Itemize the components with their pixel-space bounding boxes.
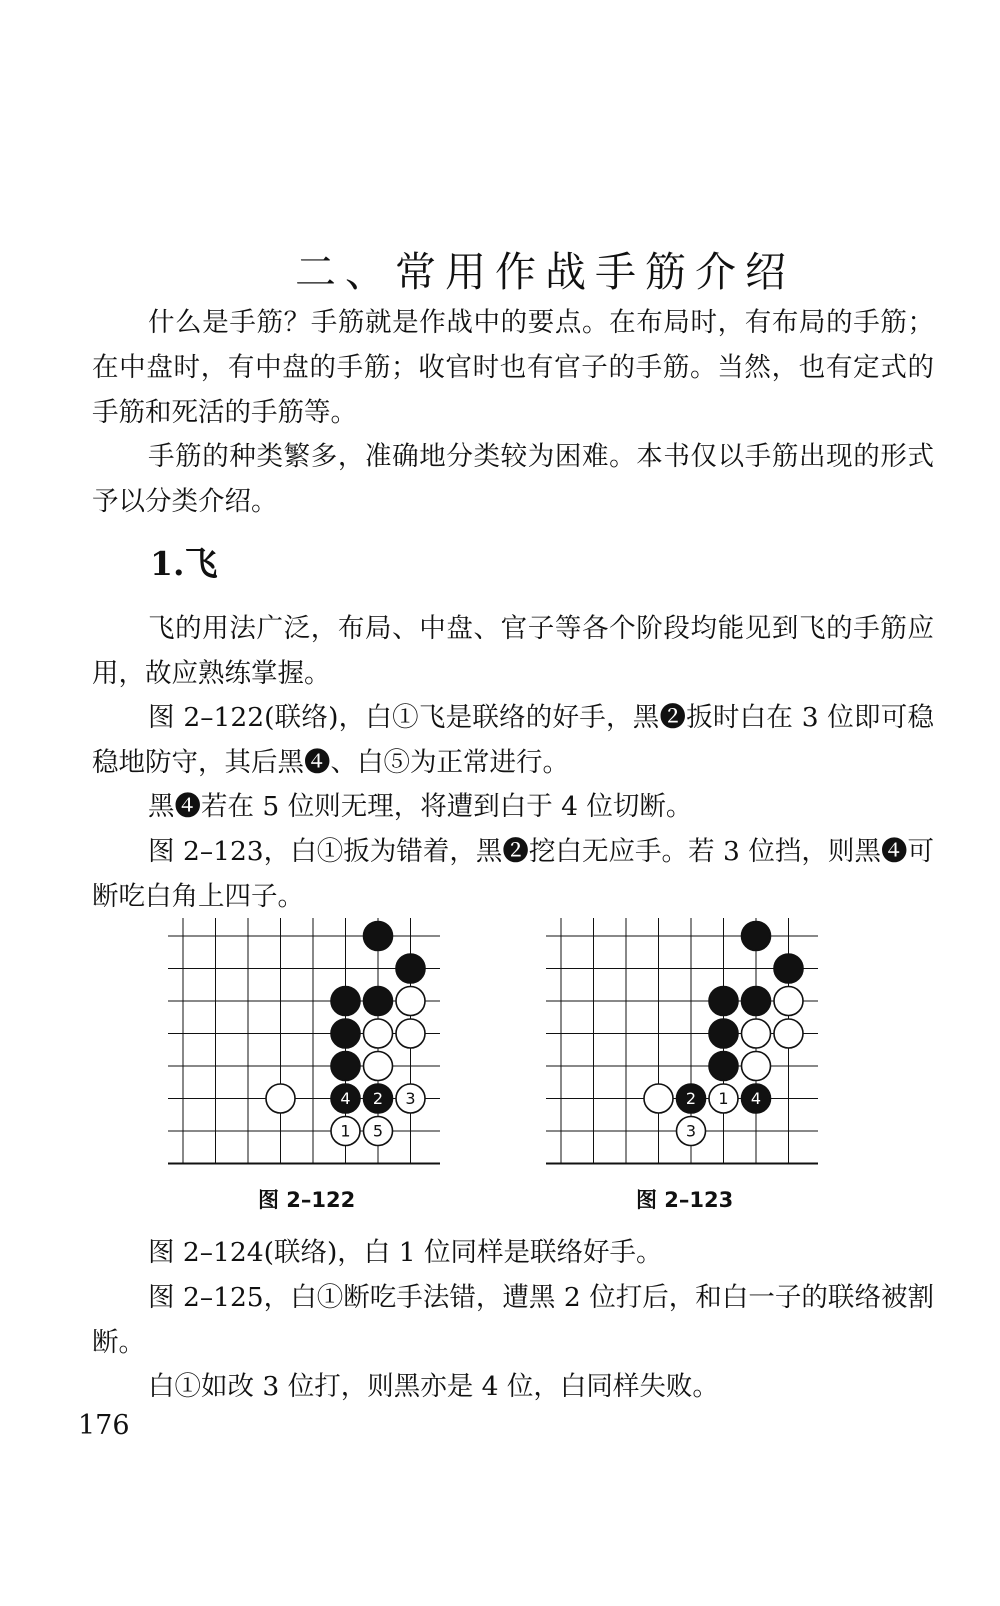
white-stone bbox=[742, 1052, 771, 1081]
stone-number-label: 2 bbox=[372, 1089, 384, 1108]
white-stone bbox=[742, 1019, 771, 1048]
stone-number-label: 5 bbox=[372, 1121, 384, 1141]
go-diagram-2-123 bbox=[546, 918, 818, 1170]
intro-paragraph-1: 什么是手筋？手筋就是作战中的要点。在布局时，有布局的手筋；在中盘时，有中盘的手筋；收官时也有官子的手筋。当然，也有定式的手筋和死活的手筋等。 bbox=[92, 307, 934, 428]
black-stone bbox=[709, 987, 738, 1016]
white-stone bbox=[266, 1084, 295, 1113]
black-stone bbox=[677, 1084, 706, 1113]
white-stone bbox=[396, 987, 425, 1016]
black-stone bbox=[331, 987, 360, 1016]
go-board bbox=[546, 918, 818, 1170]
section-paragraph-1: 飞的用法广泛，布局、中盘、官子等各个阶段均能见到飞的手筋应用，故应熟练掌握。 bbox=[92, 613, 934, 689]
after-paragraph-2: 图 2–125，白①断吃手法错，遭黑 2 位打后，和白一子的联络被割断。 bbox=[92, 1282, 934, 1358]
diagram-caption: 图 2–123 bbox=[636, 1188, 734, 1212]
white-stone bbox=[774, 987, 803, 1016]
section-paragraph-4: 图 2–123，白①扳为错着，黑❷挖白无应手。若 3 位挡，则黑❹可断吃白角上四子。 bbox=[92, 836, 934, 912]
white-stone bbox=[709, 1084, 738, 1113]
section-paragraph-3: 黑❹若在 5 位则无理，将遭到白于 4 位切断。 bbox=[148, 791, 693, 822]
white-stone bbox=[364, 1052, 393, 1081]
black-stone bbox=[364, 987, 393, 1016]
white-stone bbox=[396, 1019, 425, 1048]
black-stone bbox=[364, 1084, 393, 1113]
black-stone bbox=[331, 1019, 360, 1048]
diagram-caption: 图 2–122 bbox=[258, 1188, 356, 1212]
page-number: 176 bbox=[78, 1410, 130, 1441]
white-stone bbox=[364, 1019, 393, 1048]
go-diagram-2-122 bbox=[168, 918, 440, 1170]
intro-paragraph-2: 手筋的种类繁多，准确地分类较为困难。本书仅以手筋出现的形式予以分类介绍。 bbox=[92, 441, 934, 517]
black-stone bbox=[709, 1052, 738, 1081]
black-stone bbox=[742, 987, 771, 1016]
chapter-title: 二、常用作战手筋介绍 bbox=[295, 248, 795, 297]
white-stone bbox=[364, 1117, 393, 1146]
white-stone bbox=[396, 1084, 425, 1113]
black-stone bbox=[396, 954, 425, 983]
stone-number-label: 3 bbox=[405, 1089, 416, 1108]
black-stone bbox=[774, 954, 803, 983]
white-stone bbox=[331, 1117, 360, 1146]
white-stone bbox=[644, 1084, 673, 1113]
after-paragraph-3: 白①如改 3 位打，则黑亦是 4 位，白同样失败。 bbox=[148, 1371, 719, 1402]
stone-number-label: 4 bbox=[750, 1089, 762, 1108]
white-stone bbox=[774, 1019, 803, 1048]
section-heading: 1.飞 bbox=[150, 544, 218, 583]
go-board bbox=[168, 918, 440, 1170]
stone-number-label: 1 bbox=[340, 1121, 351, 1141]
stone-number-label: 3 bbox=[685, 1121, 697, 1141]
stone-number-label: 4 bbox=[340, 1089, 351, 1108]
black-stone bbox=[331, 1052, 360, 1081]
stone-number-label: 2 bbox=[685, 1089, 697, 1108]
black-stone bbox=[331, 1084, 360, 1113]
white-stone bbox=[677, 1117, 706, 1146]
after-paragraph-1: 图 2–124(联络)，白 1 位同样是联络好手。 bbox=[148, 1237, 663, 1268]
stone-number-label: 1 bbox=[718, 1089, 729, 1108]
black-stone bbox=[742, 1084, 771, 1113]
black-stone bbox=[742, 922, 771, 951]
section-paragraph-2: 图 2–122(联络)，白①飞是联络的好手，黑❷扳时白在 3 位即可稳稳地防守，其后黑❹、白⑤为正常进行。 bbox=[92, 702, 934, 778]
black-stone bbox=[709, 1019, 738, 1048]
black-stone bbox=[364, 922, 393, 951]
